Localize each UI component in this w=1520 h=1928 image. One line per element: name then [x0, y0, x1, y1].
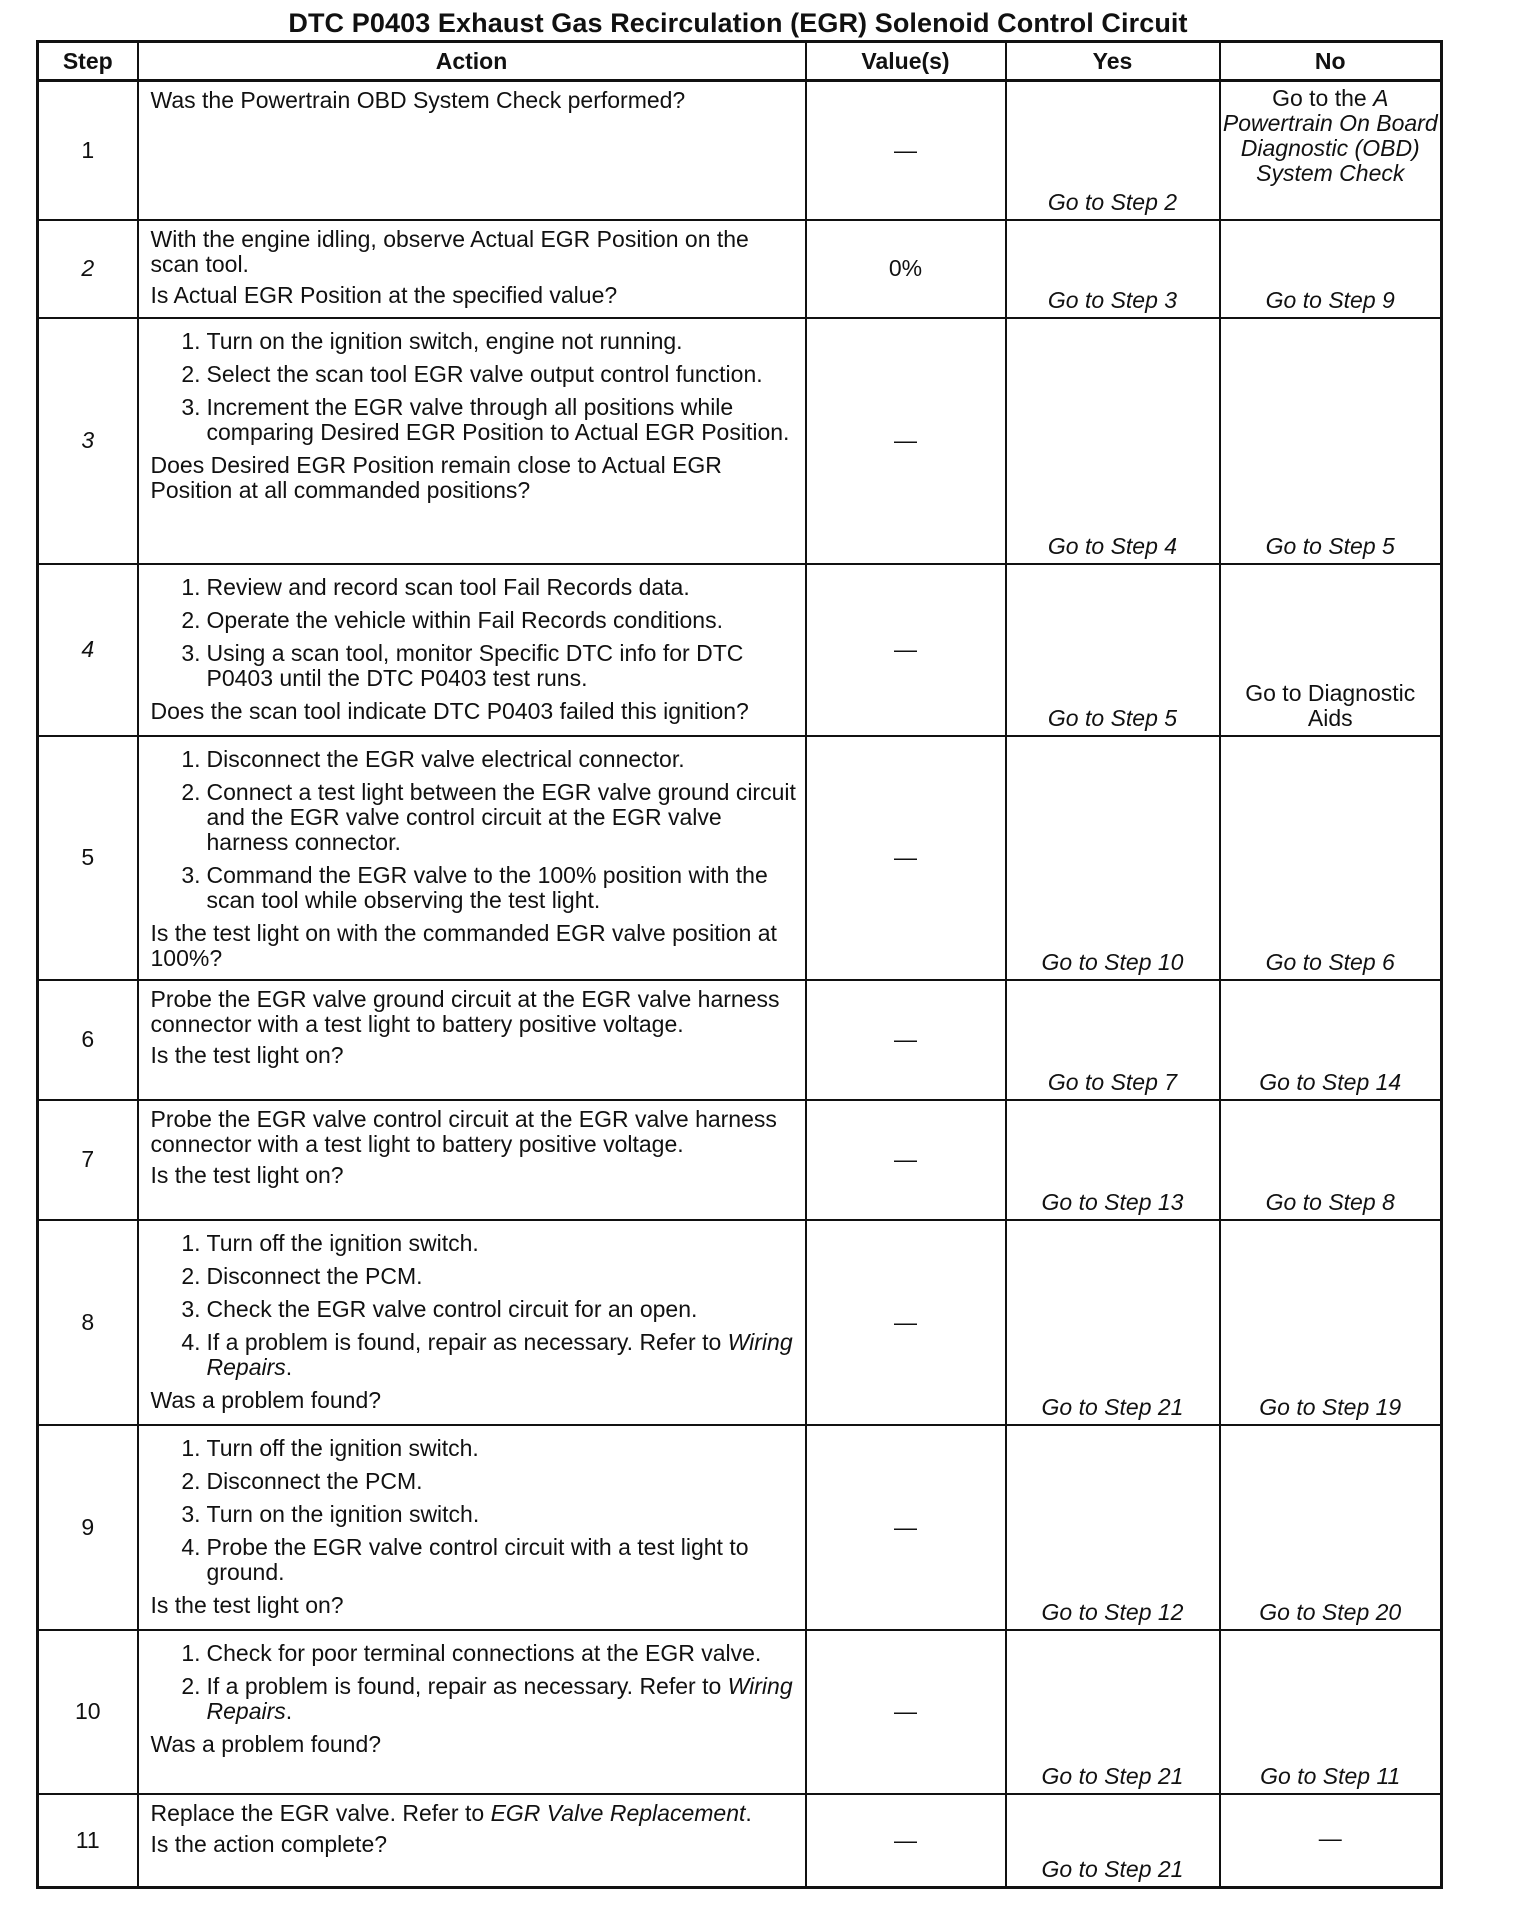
action-question: Was a problem found? — [150, 1730, 382, 1757]
value-cell: — — [806, 1425, 1006, 1630]
yes-cell: Go to Step 2 — [1006, 81, 1220, 220]
table-row — [38, 220, 1442, 318]
action-cell — [138, 1425, 806, 1630]
header-yes: Yes — [1006, 42, 1220, 81]
action-cell — [138, 318, 806, 564]
action-question: Is the test light on? — [150, 1161, 344, 1188]
action-text: Was the Powertrain OBD System Check performed? — [150, 87, 686, 113]
substep-list — [151, 575, 797, 691]
list-item: 3. Increment the EGR valve through all positions while comparing Desired EGR Position to Actual EGR Position. — [181, 393, 790, 445]
value-cell: — — [806, 1630, 1006, 1794]
substep-list — [151, 1641, 797, 1724]
reference-link: EGR Valve Replacement — [490, 1799, 746, 1826]
step-number: 9 — [38, 1425, 138, 1630]
table-row — [38, 736, 1442, 980]
list-item: 2. If a problem is found, repair as necessary. Refer to Wiring Repairs. — [181, 1672, 793, 1724]
substep-list — [151, 1231, 797, 1380]
list-item: 2. Disconnect the PCM. — [181, 1467, 423, 1494]
list-item: 3. Command the EGR valve to the 100% position with the scan tool while observing the test light. — [181, 861, 768, 913]
table-row — [38, 980, 1442, 1100]
value-cell: — — [806, 1100, 1006, 1220]
no-cell: Go to Step 19 — [1220, 1220, 1442, 1425]
step-number: 3 — [38, 318, 138, 564]
header-no: No — [1220, 42, 1442, 81]
yes-cell: Go to Step 5 — [1006, 564, 1220, 736]
list-item: 2. Disconnect the PCM. — [181, 1262, 423, 1289]
reference-link: Wiring Repairs — [206, 1328, 793, 1380]
yes-cell: Go to Step 10 — [1006, 736, 1220, 980]
list-item: 1. Review and record scan tool Fail Records data. — [181, 573, 690, 600]
action-cell — [138, 81, 806, 220]
yes-cell: Go to Step 21 — [1006, 1794, 1220, 1888]
action-cell — [138, 736, 806, 980]
value-cell: — — [806, 1220, 1006, 1425]
step-number: 1 — [38, 81, 138, 220]
action-cell — [138, 1100, 806, 1220]
list-item: 1. Turn off the ignition switch. — [181, 1229, 479, 1256]
table-row — [38, 81, 1442, 220]
action-question: Is Actual EGR Position at the specified value? — [150, 281, 618, 308]
action-cell — [138, 564, 806, 736]
list-item: 2. Connect a test light between the EGR valve ground circuit and the EGR valve control circuit at the EGR valve harness connector. — [181, 778, 796, 855]
list-item: 3. Check the EGR valve control circuit for an open. — [181, 1295, 698, 1322]
value-cell: 0% — [806, 220, 1006, 318]
action-question: Was a problem found? — [150, 1386, 382, 1413]
header-action: Action — [138, 42, 806, 81]
list-item: 4. Probe the EGR valve control circuit with a test light to ground. — [181, 1533, 749, 1585]
list-item: 2. Select the scan tool EGR valve output control function. — [181, 360, 763, 387]
action-text: Probe the EGR valve control circuit at the EGR valve harness connector with a test light to battery positive voltage. — [150, 1105, 777, 1157]
no-cell: — — [1220, 1794, 1442, 1888]
page — [36, 6, 1440, 1889]
action-question: Is the test light on? — [150, 1041, 344, 1068]
reference-link: A Powertrain On Board Diagnostic (OBD) System Check — [1222, 85, 1438, 186]
action-question: Is the test light on? — [150, 1591, 344, 1618]
reference-link: Wiring Repairs — [206, 1672, 793, 1724]
step-number: 11 — [38, 1794, 138, 1888]
action-text: With the engine idling, observe Actual EGR Position on the scan tool. — [150, 225, 749, 277]
action-cell — [138, 980, 806, 1100]
table-row — [38, 1220, 1442, 1425]
step-number: 4 — [38, 564, 138, 736]
no-cell: Go to Step 20 — [1220, 1425, 1442, 1630]
header-step: Step — [38, 42, 138, 81]
list-item: 1. Check for poor terminal connections at the EGR valve. — [181, 1639, 762, 1666]
list-item: 2. Operate the vehicle within Fail Records conditions. — [181, 606, 723, 633]
yes-cell: Go to Step 7 — [1006, 980, 1220, 1100]
action-cell — [138, 1630, 806, 1794]
value-cell: — — [806, 318, 1006, 564]
action-text: Replace the EGR valve. Refer to EGR Valve Replacement. — [150, 1799, 752, 1826]
yes-cell: Go to Step 4 — [1006, 318, 1220, 564]
table-row — [38, 1630, 1442, 1794]
no-cell: Go to Step 5 — [1220, 318, 1442, 564]
value-cell: — — [806, 1794, 1006, 1888]
no-cell: Go to Diagnostic Aids — [1220, 564, 1442, 736]
table-row — [38, 1100, 1442, 1220]
substep-list — [151, 329, 797, 445]
list-item: 4. If a problem is found, repair as necessary. Refer to Wiring Repairs. — [181, 1328, 793, 1380]
list-item: 3. Using a scan tool, monitor Specific DTC info for DTC P0403 until the DTC P0403 test runs. — [181, 639, 744, 691]
value-cell: — — [806, 980, 1006, 1100]
action-cell — [138, 1220, 806, 1425]
no-cell: Go to Step 9 — [1220, 220, 1442, 318]
yes-cell: Go to Step 21 — [1006, 1220, 1220, 1425]
no-cell: Go to Step 14 — [1220, 980, 1442, 1100]
list-item: 1. Disconnect the EGR valve electrical connector. — [181, 745, 685, 772]
no-cell: Go to Step 11 — [1220, 1630, 1442, 1794]
step-number: 10 — [38, 1630, 138, 1794]
page-title: DTC P0403 Exhaust Gas Recirculation (EGR) Solenoid Control Circuit — [288, 8, 1188, 38]
no-cell: Go to Step 6 — [1220, 736, 1442, 980]
diagnostic-table — [36, 40, 1443, 1889]
table-row — [38, 1425, 1442, 1630]
value-cell: — — [806, 564, 1006, 736]
header-values: Value(s) — [806, 42, 1006, 81]
list-item: 1. Turn on the ignition switch, engine not running. — [181, 327, 683, 354]
value-cell: — — [806, 736, 1006, 980]
yes-cell: Go to Step 3 — [1006, 220, 1220, 318]
yes-cell: Go to Step 13 — [1006, 1100, 1220, 1220]
step-number: 7 — [38, 1100, 138, 1220]
action-cell — [138, 220, 806, 318]
table-row — [38, 1794, 1442, 1888]
action-cell — [138, 1794, 806, 1888]
value-cell: — — [806, 81, 1006, 220]
step-number: 2 — [38, 220, 138, 318]
step-number: 6 — [38, 980, 138, 1100]
yes-cell: Go to Step 21 — [1006, 1630, 1220, 1794]
no-cell: Go to Step 8 — [1220, 1100, 1442, 1220]
yes-cell: Go to Step 12 — [1006, 1425, 1220, 1630]
no-cell — [1220, 81, 1442, 220]
substep-list — [151, 747, 797, 913]
step-number: 5 — [38, 736, 138, 980]
action-question: Is the test light on with the commanded EGR valve position at 100%? — [150, 919, 777, 971]
substep-list — [151, 1436, 797, 1585]
action-question: Does the scan tool indicate DTC P0403 failed this ignition? — [150, 697, 749, 724]
action-text: Probe the EGR valve ground circuit at the EGR valve harness connector with a test light to battery positive voltage. — [150, 985, 780, 1037]
table-header-row — [38, 42, 1442, 81]
table-row — [38, 318, 1442, 564]
table-row — [38, 564, 1442, 736]
step-number: 8 — [38, 1220, 138, 1425]
action-question: Does Desired EGR Position remain close to Actual EGR Position at all commanded positions? — [150, 451, 722, 503]
action-question: Is the action complete? — [150, 1830, 388, 1857]
no-prefix: Go to the — [1272, 85, 1374, 111]
list-item: 1. Turn off the ignition switch. — [181, 1434, 479, 1461]
list-item: 3. Turn on the ignition switch. — [181, 1500, 480, 1527]
